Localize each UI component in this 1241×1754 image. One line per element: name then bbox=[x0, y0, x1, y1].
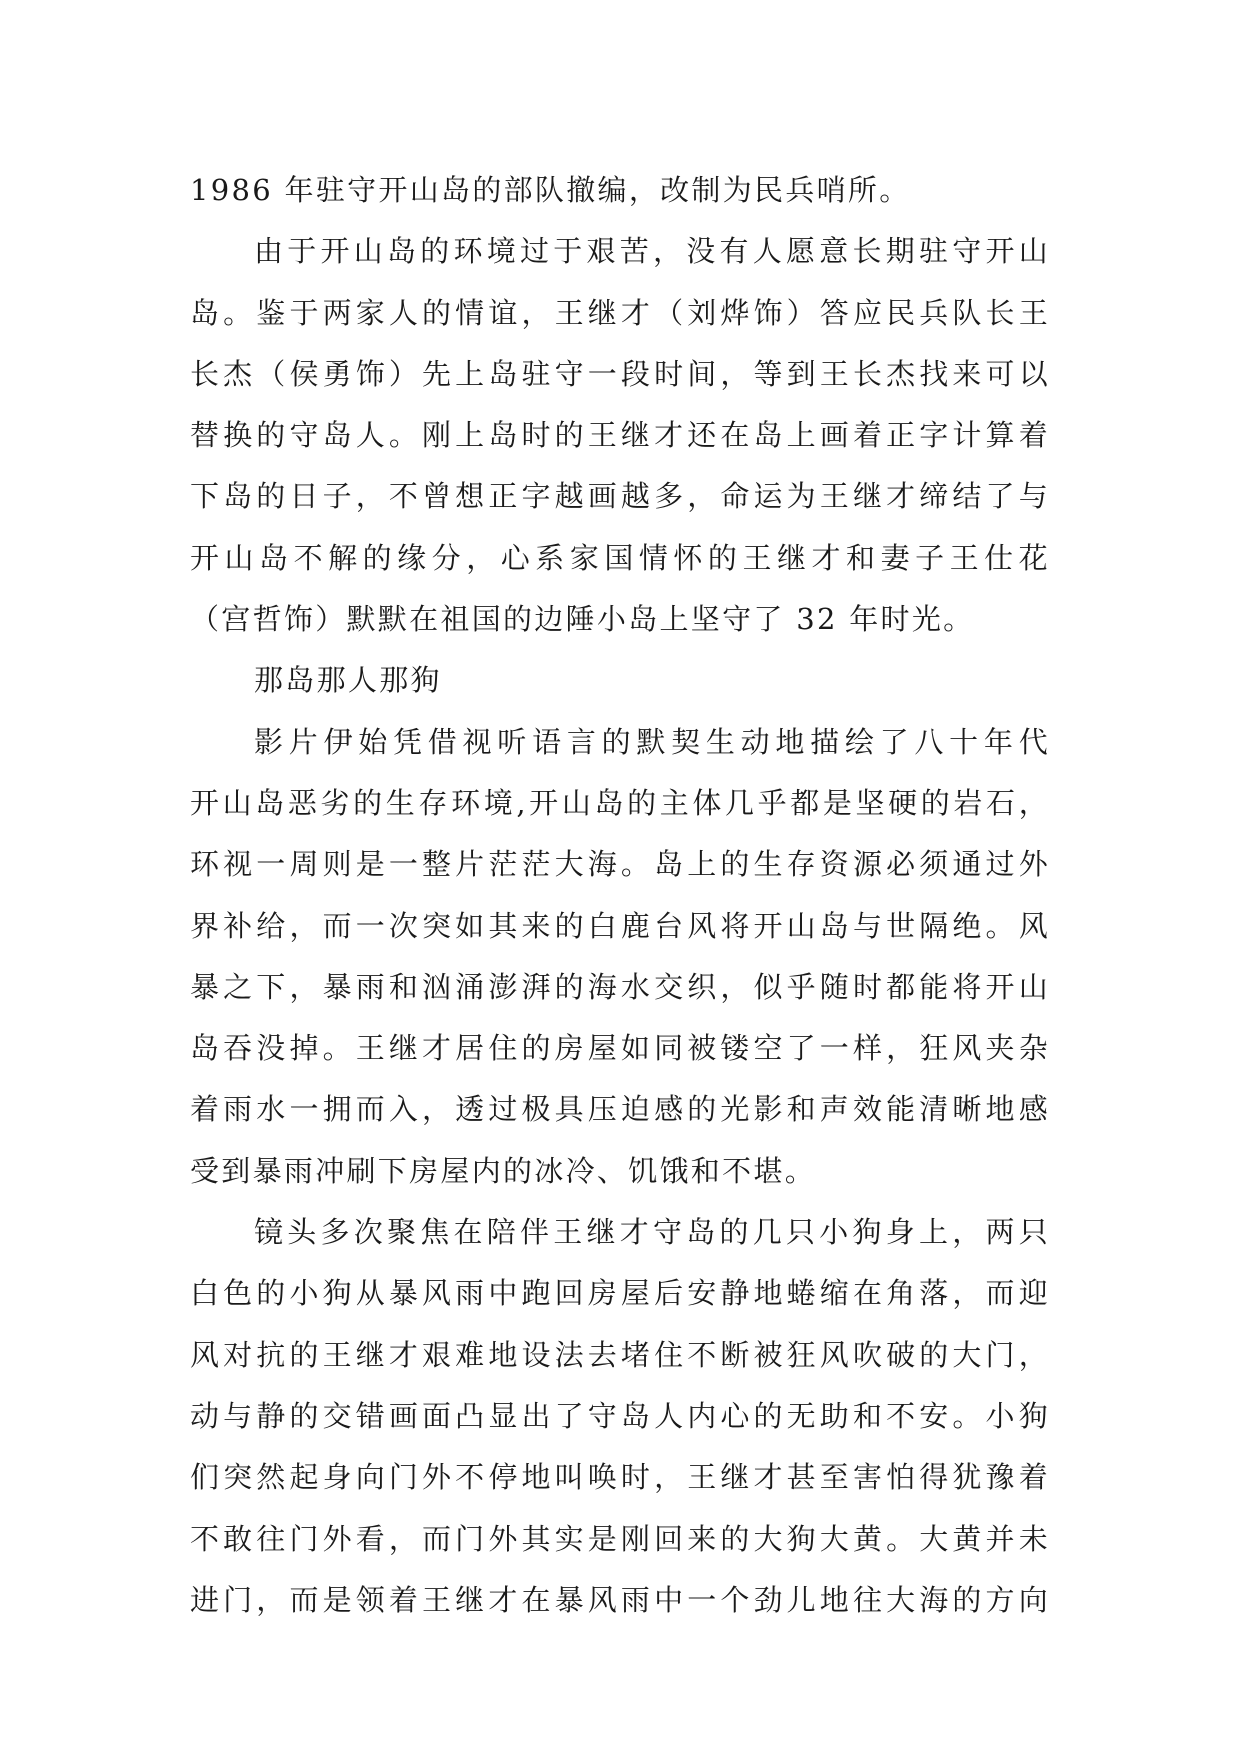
text-line: 长杰（侯勇饰）先上岛驻守一段时间，等到王长杰找来可以 bbox=[190, 356, 1050, 391]
text-line: 不敢往门外看，而门外其实是刚回来的大狗大黄。大黄并未 bbox=[190, 1521, 1050, 1556]
text-line: 1986 年驻守开山岛的部队撤编，改制为民兵哨所。 bbox=[190, 173, 911, 207]
text-line: 环视一周则是一整片茫茫大海。岛上的生存资源必须通过外 bbox=[190, 847, 1050, 882]
text-line: 那岛那人那狗 bbox=[254, 663, 442, 698]
text-line: 界补给，而一次突如其来的白鹿台风将开山岛与世隔绝。风 bbox=[190, 908, 1050, 943]
text-line: 岛。鉴于两家人的情谊，王继才（刘烨饰）答应民兵队长王 bbox=[190, 295, 1050, 330]
text-line: （宫哲饰）默默在祖国的边陲小岛上坚守了 32 年时光。 bbox=[190, 602, 975, 637]
text-line: 影片伊始凭借视听语言的默契生动地描绘了八十年代 bbox=[254, 724, 1050, 759]
text-line: 白色的小狗从暴风雨中跑回房屋后安静地蜷缩在角落，而迎 bbox=[190, 1276, 1050, 1311]
text-line: 动与静的交错画面凸显出了守岛人内心的无助和不安。小狗 bbox=[190, 1398, 1050, 1433]
text-line: 受到暴雨冲刷下房屋内的冰冷、饥饿和不堪。 bbox=[190, 1153, 817, 1188]
text-line: 岛吞没掉。王继才居住的房屋如同被镂空了一样，狂风夹杂 bbox=[190, 1031, 1050, 1066]
text-line: 镜头多次聚焦在陪伴王继才守岛的几只小狗身上，两只 bbox=[254, 1215, 1050, 1250]
text-line: 开山岛不解的缘分，心系家国情怀的王继才和妻子王仕花 bbox=[190, 540, 1050, 575]
text-line: 风对抗的王继才艰难地设法去堵住不断被狂风吹破的大门， bbox=[190, 1337, 1050, 1372]
text-line: 开山岛恶劣的生存环境,开山岛的主体几乎都是坚硬的岩石， bbox=[190, 785, 1050, 820]
text-line: 下岛的日子，不曾想正字越画越多，命运为王继才缔结了与 bbox=[190, 479, 1050, 514]
text-line: 暴之下，暴雨和汹涌澎湃的海水交织，似乎随时都能将开山 bbox=[190, 969, 1050, 1004]
text-line: 替换的守岛人。刚上岛时的王继才还在岛上画着正字计算着 bbox=[190, 418, 1050, 453]
text-line: 着雨水一拥而入，透过极具压迫感的光影和声效能清晰地感 bbox=[190, 1092, 1050, 1127]
article-body bbox=[190, 160, 1050, 1631]
text-line: 们突然起身向门外不停地叫唤时，王继才甚至害怕得犹豫着 bbox=[190, 1460, 1050, 1495]
text-line: 由于开山岛的环境过于艰苦，没有人愿意长期驻守开山 bbox=[254, 234, 1050, 269]
text-line: 进门，而是领着王继才在暴风雨中一个劲儿地往大海的方向 bbox=[190, 1582, 1050, 1617]
